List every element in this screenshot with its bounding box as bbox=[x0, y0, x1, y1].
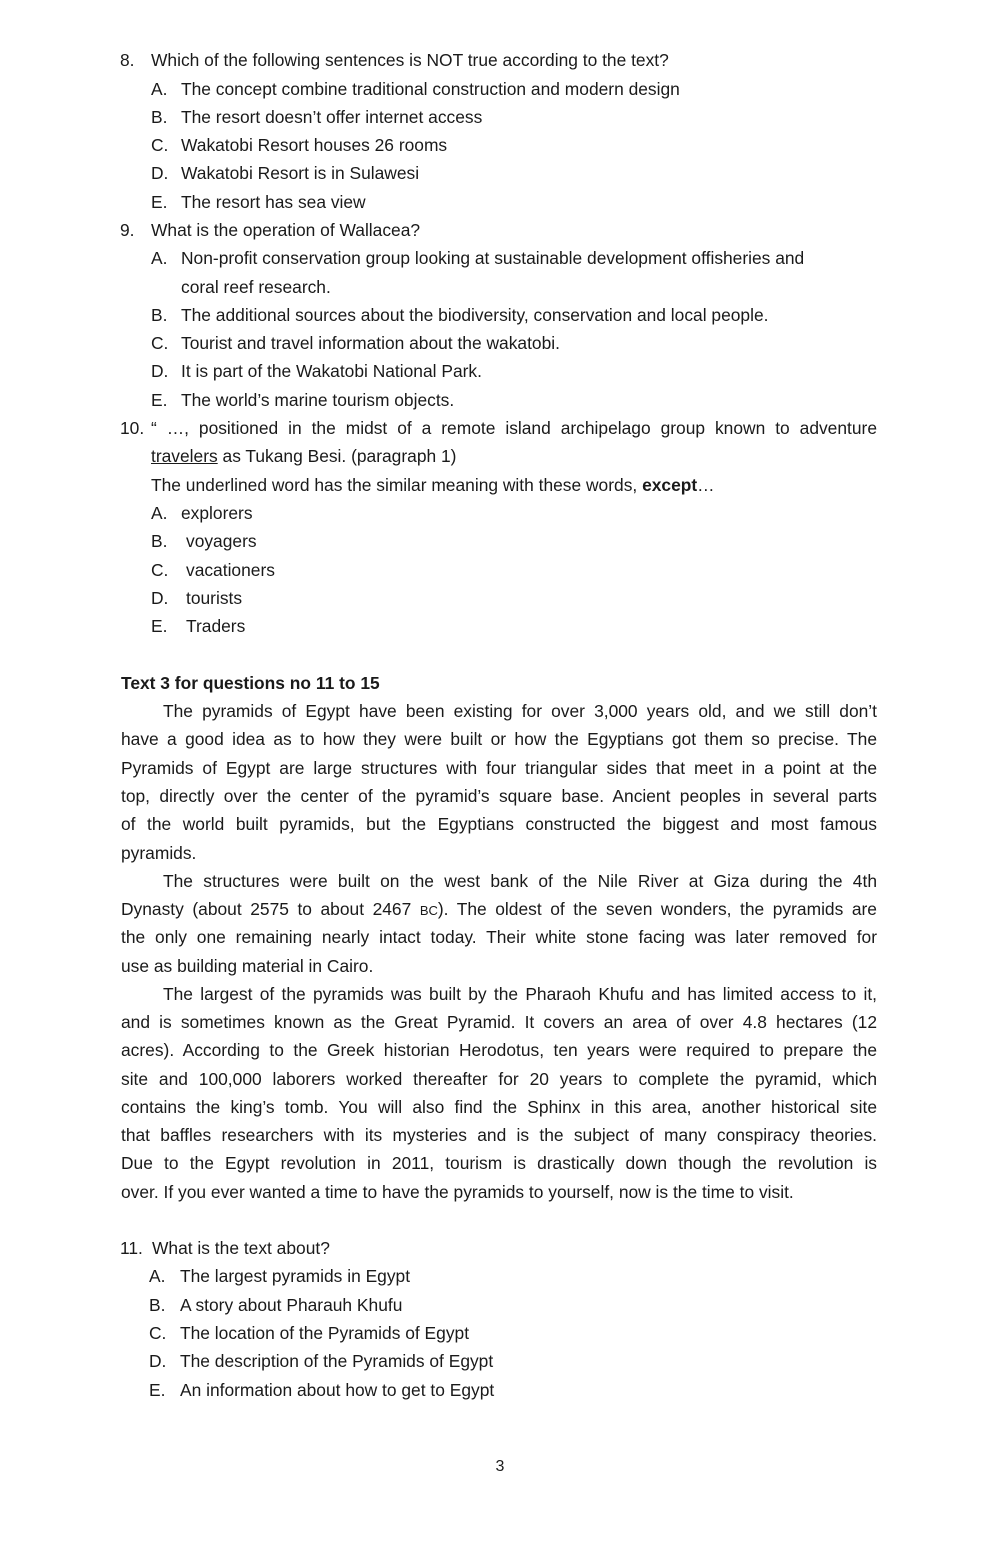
paragraph-1-line-6: pyramids. bbox=[121, 843, 197, 863]
option-text: Non-profit conservation group looking at sustainable development offisheries and bbox=[181, 248, 805, 268]
option-letter: A. bbox=[151, 503, 168, 523]
option-text: The world’s marine tourism objects. bbox=[181, 390, 455, 410]
option-letter: E. bbox=[149, 1380, 166, 1400]
option-letter: D. bbox=[151, 163, 169, 183]
paragraph-2-line-2 bbox=[121, 895, 877, 925]
option-text: Wakatobi Resort houses 26 rooms bbox=[181, 135, 448, 155]
option-text: voyagers bbox=[186, 531, 257, 551]
option-text: Tourist and travel information about the wakatobi. bbox=[181, 333, 560, 353]
question-quote: “ …, positioned in the midst of a remote island archipelago group known to adventure bbox=[151, 418, 877, 438]
instruction-end: … bbox=[697, 475, 715, 495]
paragraph-2-line-4: use as building material in Cairo. bbox=[121, 956, 374, 976]
option-text: Wakatobi Resort is in Sulawesi bbox=[181, 163, 420, 183]
option-text: tourists bbox=[186, 588, 243, 608]
option-text: The location of the Pyramids of Egypt bbox=[180, 1323, 470, 1343]
question-text: Which of the following sentences is NOT true according to the text? bbox=[151, 50, 669, 70]
option-letter: B. bbox=[151, 305, 168, 325]
question-number: 8. bbox=[120, 50, 135, 70]
option-letter: B. bbox=[151, 531, 168, 551]
paragraph-1-line-2: have a good idea as to how they were built or how the Egyptians got them so precise. The bbox=[121, 729, 877, 749]
option-letter: A. bbox=[151, 248, 168, 268]
option-letter: B. bbox=[149, 1295, 166, 1315]
option-text: explorers bbox=[181, 503, 253, 523]
option-text: The additional sources about the biodiversity, conservation and local people. bbox=[181, 305, 769, 325]
option-text: The resort doesn’t offer internet access bbox=[181, 107, 483, 127]
option-text: The description of the Pyramids of Egypt bbox=[180, 1351, 494, 1371]
option-text: It is part of the Wakatobi National Park. bbox=[181, 361, 482, 381]
paragraph-2-line-1: The structures were built on the west bank of the Nile River at Giza during the 4th bbox=[163, 871, 877, 891]
heading-text: Text 3 for questions no 11 to 15 bbox=[121, 673, 380, 693]
option-letter: B. bbox=[151, 107, 168, 127]
instruction-line bbox=[151, 471, 715, 499]
paragraph-3-line-7: Due to the Egypt revolution in 2011, tourism is drastically down though the revolution is bbox=[121, 1153, 877, 1173]
question-number: 11. bbox=[120, 1238, 143, 1258]
paragraph-3-line-1: The largest of the pyramids was built by the Pharaoh Khufu and has limited access to it, bbox=[163, 984, 877, 1004]
paragraph-1-line-4: top, directly over the center of the pyramid’s square base. Ancient peoples in several parts bbox=[121, 786, 877, 806]
paragraph-1-line-1: The pyramids of Egypt have been existing for over 3,000 years old, and we still don’t bbox=[163, 701, 877, 721]
quote-rest: as Tukang Besi. (paragraph 1) bbox=[217, 446, 457, 466]
paragraph-2-line-3: the only one remaining nearly intact today. Their white stone facing was later removed for bbox=[121, 927, 877, 947]
question-number: 10. bbox=[120, 418, 145, 438]
option-text: The resort has sea view bbox=[181, 192, 366, 212]
option-text: coral reef research. bbox=[181, 277, 331, 297]
paragraph-3-line-5: contains the king’s tomb. You will also find the Sphinx in this area, another historical site bbox=[121, 1097, 877, 1117]
option-letter: D. bbox=[149, 1351, 167, 1371]
paragraph-3-line-3: acres). According to the Greek historian Herodotus, ten years were required to prepare the bbox=[121, 1040, 877, 1060]
quote-line bbox=[151, 442, 456, 470]
instruction-bold: except bbox=[642, 475, 698, 495]
question-number: 9. bbox=[120, 220, 135, 240]
option-text: Traders bbox=[186, 616, 246, 636]
option-text: The concept combine traditional construction and modern design bbox=[181, 79, 680, 99]
text-segment-smallcaps: BC bbox=[419, 903, 438, 918]
option-letter: C. bbox=[149, 1323, 167, 1343]
option-letter: E. bbox=[151, 192, 168, 212]
paragraph-3-line-2: and is sometimes known as the Great Pyramid. It covers an area of over 4.8 hectares (12 bbox=[121, 1012, 877, 1032]
option-letter: E. bbox=[151, 616, 168, 636]
page-number: 3 bbox=[495, 1458, 505, 1475]
paragraph-3-line-4: site and 100,000 laborers worked thereafter for 20 years to complete the pyramid, which bbox=[121, 1069, 877, 1089]
option-letter: C. bbox=[151, 560, 169, 580]
instruction-text: The underlined word has the similar meaning with these words, bbox=[151, 475, 643, 495]
option-text: vacationers bbox=[186, 560, 275, 580]
option-letter: C. bbox=[151, 333, 169, 353]
paragraph-1-line-3: Pyramids of Egypt are large structures with four triangular sides that meet in a point at the bbox=[121, 758, 877, 778]
option-letter: D. bbox=[151, 588, 169, 608]
text-segment: ). The oldest of the seven wonders, the pyramids are bbox=[437, 899, 877, 919]
paragraph-3-line-8: over. If you ever wanted a time to have the pyramids to yourself, now is the time to visit. bbox=[121, 1182, 794, 1202]
option-text: A story about Pharauh Khufu bbox=[180, 1295, 403, 1315]
option-letter: C. bbox=[151, 135, 169, 155]
underlined-word: travelers bbox=[151, 446, 218, 466]
option-letter: D. bbox=[151, 361, 169, 381]
paragraph-3-line-6: that baffles researchers with its mysteries and is the subject of many conspiracy theories. bbox=[121, 1125, 877, 1145]
option-text: The largest pyramids in Egypt bbox=[180, 1266, 411, 1286]
question-text: What is the operation of Wallacea? bbox=[151, 220, 421, 240]
option-text: An information about how to get to Egypt bbox=[180, 1380, 495, 1400]
option-letter: A. bbox=[151, 79, 168, 99]
question-text: What is the text about? bbox=[152, 1238, 330, 1258]
text-segment: Dynasty (about 2575 to about 2467 bbox=[121, 899, 420, 919]
paragraph-1-line-5: of the world built pyramids, but the Egyptians constructed the biggest and most famous bbox=[121, 814, 877, 834]
option-letter: A. bbox=[149, 1266, 166, 1286]
text3-heading bbox=[121, 669, 380, 697]
option-letter: E. bbox=[151, 390, 168, 410]
